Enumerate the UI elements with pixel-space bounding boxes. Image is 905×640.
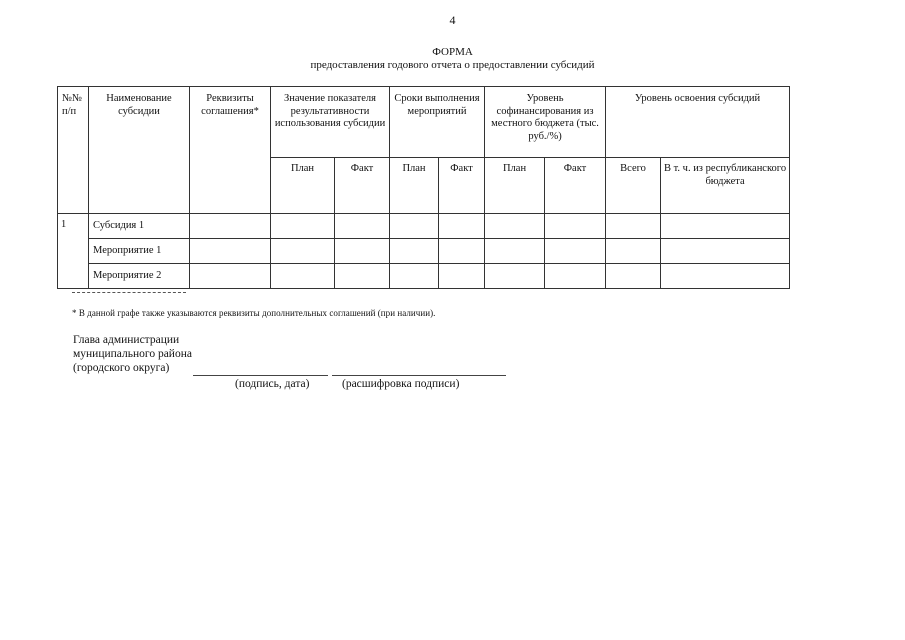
subheader-indicator-plan: План bbox=[271, 158, 335, 214]
header-indicator: Значение показателя результативности использования субсидии bbox=[271, 87, 390, 158]
table-row bbox=[58, 239, 790, 264]
cell-indicator-fact bbox=[335, 264, 390, 289]
table-header-row bbox=[58, 87, 790, 158]
header-num: №№ п/п bbox=[58, 87, 89, 214]
cell-terms-plan bbox=[390, 239, 439, 264]
cell-cofinancing-plan bbox=[485, 264, 545, 289]
signature-block bbox=[73, 333, 192, 375]
header-absorption: Уровень освоения субсидий bbox=[606, 87, 790, 158]
cell-terms-fact bbox=[439, 214, 485, 239]
row-name: Мероприятие 2 bbox=[89, 264, 190, 289]
cell-terms-plan bbox=[390, 214, 439, 239]
signature-underline bbox=[193, 375, 328, 376]
footnote-text: * В данной графе также указываются реквизиты дополнительных соглашений (при наличии). bbox=[72, 308, 436, 318]
row-name: Субсидия 1 bbox=[89, 214, 190, 239]
table-row bbox=[58, 264, 790, 289]
cell-absorption-republic bbox=[661, 239, 790, 264]
header-cofinancing: Уровень софинансирования из местного бюджета (тыс. руб./%) bbox=[485, 87, 606, 158]
signature-line-3: (городского округа) bbox=[73, 362, 170, 374]
cell-terms-plan bbox=[390, 264, 439, 289]
subheader-absorption-total: Всего bbox=[606, 158, 661, 214]
header-name: Наименование субсидии bbox=[89, 87, 190, 214]
row-number: 1 bbox=[58, 214, 89, 289]
form-subtitle: предоставления годового отчета о предоставлении субсидий bbox=[310, 59, 595, 71]
cell-cofinancing-fact bbox=[545, 264, 606, 289]
cell-absorption-total bbox=[606, 239, 661, 264]
footnote-separator bbox=[72, 292, 186, 293]
cell-indicator-plan bbox=[271, 239, 335, 264]
name-decode-caption: (расшифровка подписи) bbox=[342, 378, 460, 390]
signature-line-1: Глава администрации bbox=[73, 334, 180, 346]
cell-requisites bbox=[190, 264, 271, 289]
signature-line-2: муниципального района bbox=[73, 348, 192, 360]
form-title: ФОРМА bbox=[432, 46, 473, 58]
report-table bbox=[57, 86, 790, 289]
subheader-absorption-republic: В т. ч. из республиканского бюджета bbox=[661, 158, 790, 214]
header-requisites: Реквизиты соглашения* bbox=[190, 87, 271, 214]
cell-terms-fact bbox=[439, 239, 485, 264]
cell-absorption-total bbox=[606, 264, 661, 289]
cell-indicator-plan bbox=[271, 214, 335, 239]
name-decode-underline bbox=[332, 375, 506, 376]
cell-requisites bbox=[190, 214, 271, 239]
cell-indicator-plan bbox=[271, 264, 335, 289]
header-terms: Сроки выполнения мероприятий bbox=[390, 87, 485, 158]
signature-caption: (подпись, дата) bbox=[235, 378, 310, 390]
subheader-terms-fact: Факт bbox=[439, 158, 485, 214]
cell-cofinancing-fact bbox=[545, 214, 606, 239]
page-number: 4 bbox=[449, 13, 456, 27]
table-row bbox=[58, 214, 790, 239]
cell-requisites bbox=[190, 239, 271, 264]
cell-indicator-fact bbox=[335, 239, 390, 264]
subheader-indicator-fact: Факт bbox=[335, 158, 390, 214]
cell-absorption-republic bbox=[661, 214, 790, 239]
subheader-cofinancing-fact: Факт bbox=[545, 158, 606, 214]
subheader-terms-plan: План bbox=[390, 158, 439, 214]
subheader-cofinancing-plan: План bbox=[485, 158, 545, 214]
cell-cofinancing-plan bbox=[485, 239, 545, 264]
cell-cofinancing-plan bbox=[485, 214, 545, 239]
row-name: Мероприятие 1 bbox=[89, 239, 190, 264]
cell-absorption-republic bbox=[661, 264, 790, 289]
cell-absorption-total bbox=[606, 214, 661, 239]
cell-indicator-fact bbox=[335, 214, 390, 239]
form-title-block bbox=[0, 46, 905, 72]
cell-terms-fact bbox=[439, 264, 485, 289]
cell-cofinancing-fact bbox=[545, 239, 606, 264]
